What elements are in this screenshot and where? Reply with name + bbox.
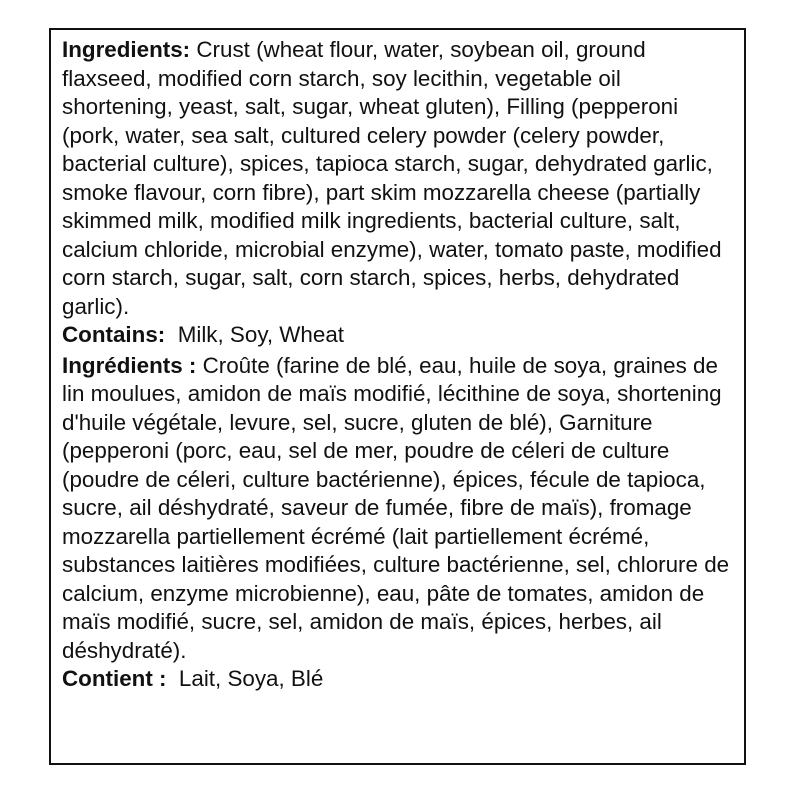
english-allergens-paragraph [62, 321, 734, 350]
ingredients-label-panel [49, 28, 746, 765]
french-contains-heading: Contient : [62, 666, 167, 691]
english-contains-heading: Contains: [62, 322, 166, 347]
english-ingredients-heading: Ingredients: [62, 37, 191, 62]
french-allergens-paragraph [62, 665, 734, 694]
french-contains-text: Lait, Soya, Blé [166, 666, 324, 691]
english-contains-text: Milk, Soy, Wheat [165, 322, 345, 347]
english-ingredients-text: Crust (wheat flour, water, soybean oil, ground flaxseed, modified corn starch, soy lecithin, vegetable oil shortening, yeast, salt, sugar, wheat gluten), Filling (pepperoni (pork, water, sea salt, cultured celery powder (celery powder, bacterial culture), spices, tapioca starch, sugar, dehydrated garlic, smoke flavour, corn fibre), part skim mozzarella cheese (partially skimmed milk, modified milk ingredients, bacterial culture, salt, calcium chloride, microbial enzyme), water, tomato paste, modified corn starch, sugar, salt, corn starch, spices, herbs, dehydrated garlic). [62, 37, 722, 319]
french-ingredients-heading: Ingrédients : [62, 352, 197, 378]
french-ingredients-text: Croûte (farine de blé, eau, huile de soya, graines de lin moulues, amidon de maïs modifié, lécithine de soya, shortening d'huile végétale, levure, sel, sucre, gluten de blé), Garniture (pepperoni (porc, eau, sel de mer, poudre de céleri de culture (poudre de céleri, culture bactérienne), épices, fécule de tapioca, sucre, ail déshydraté, saveur de fumée, fibre de maïs), fromage mozzarella partiellement écrémé (lait partiellement écrémé, substances laitières modifiées, culture bactérienne, sel, chlorure de calcium, enzyme microbienne), eau, pâte de tomates, amidon de maïs modifié, sucre, sel, amidon de maïs, épices, herbes, ail déshydraté). [62, 352, 730, 663]
french-ingredients-paragraph [62, 352, 734, 666]
english-ingredients-paragraph [62, 36, 734, 321]
